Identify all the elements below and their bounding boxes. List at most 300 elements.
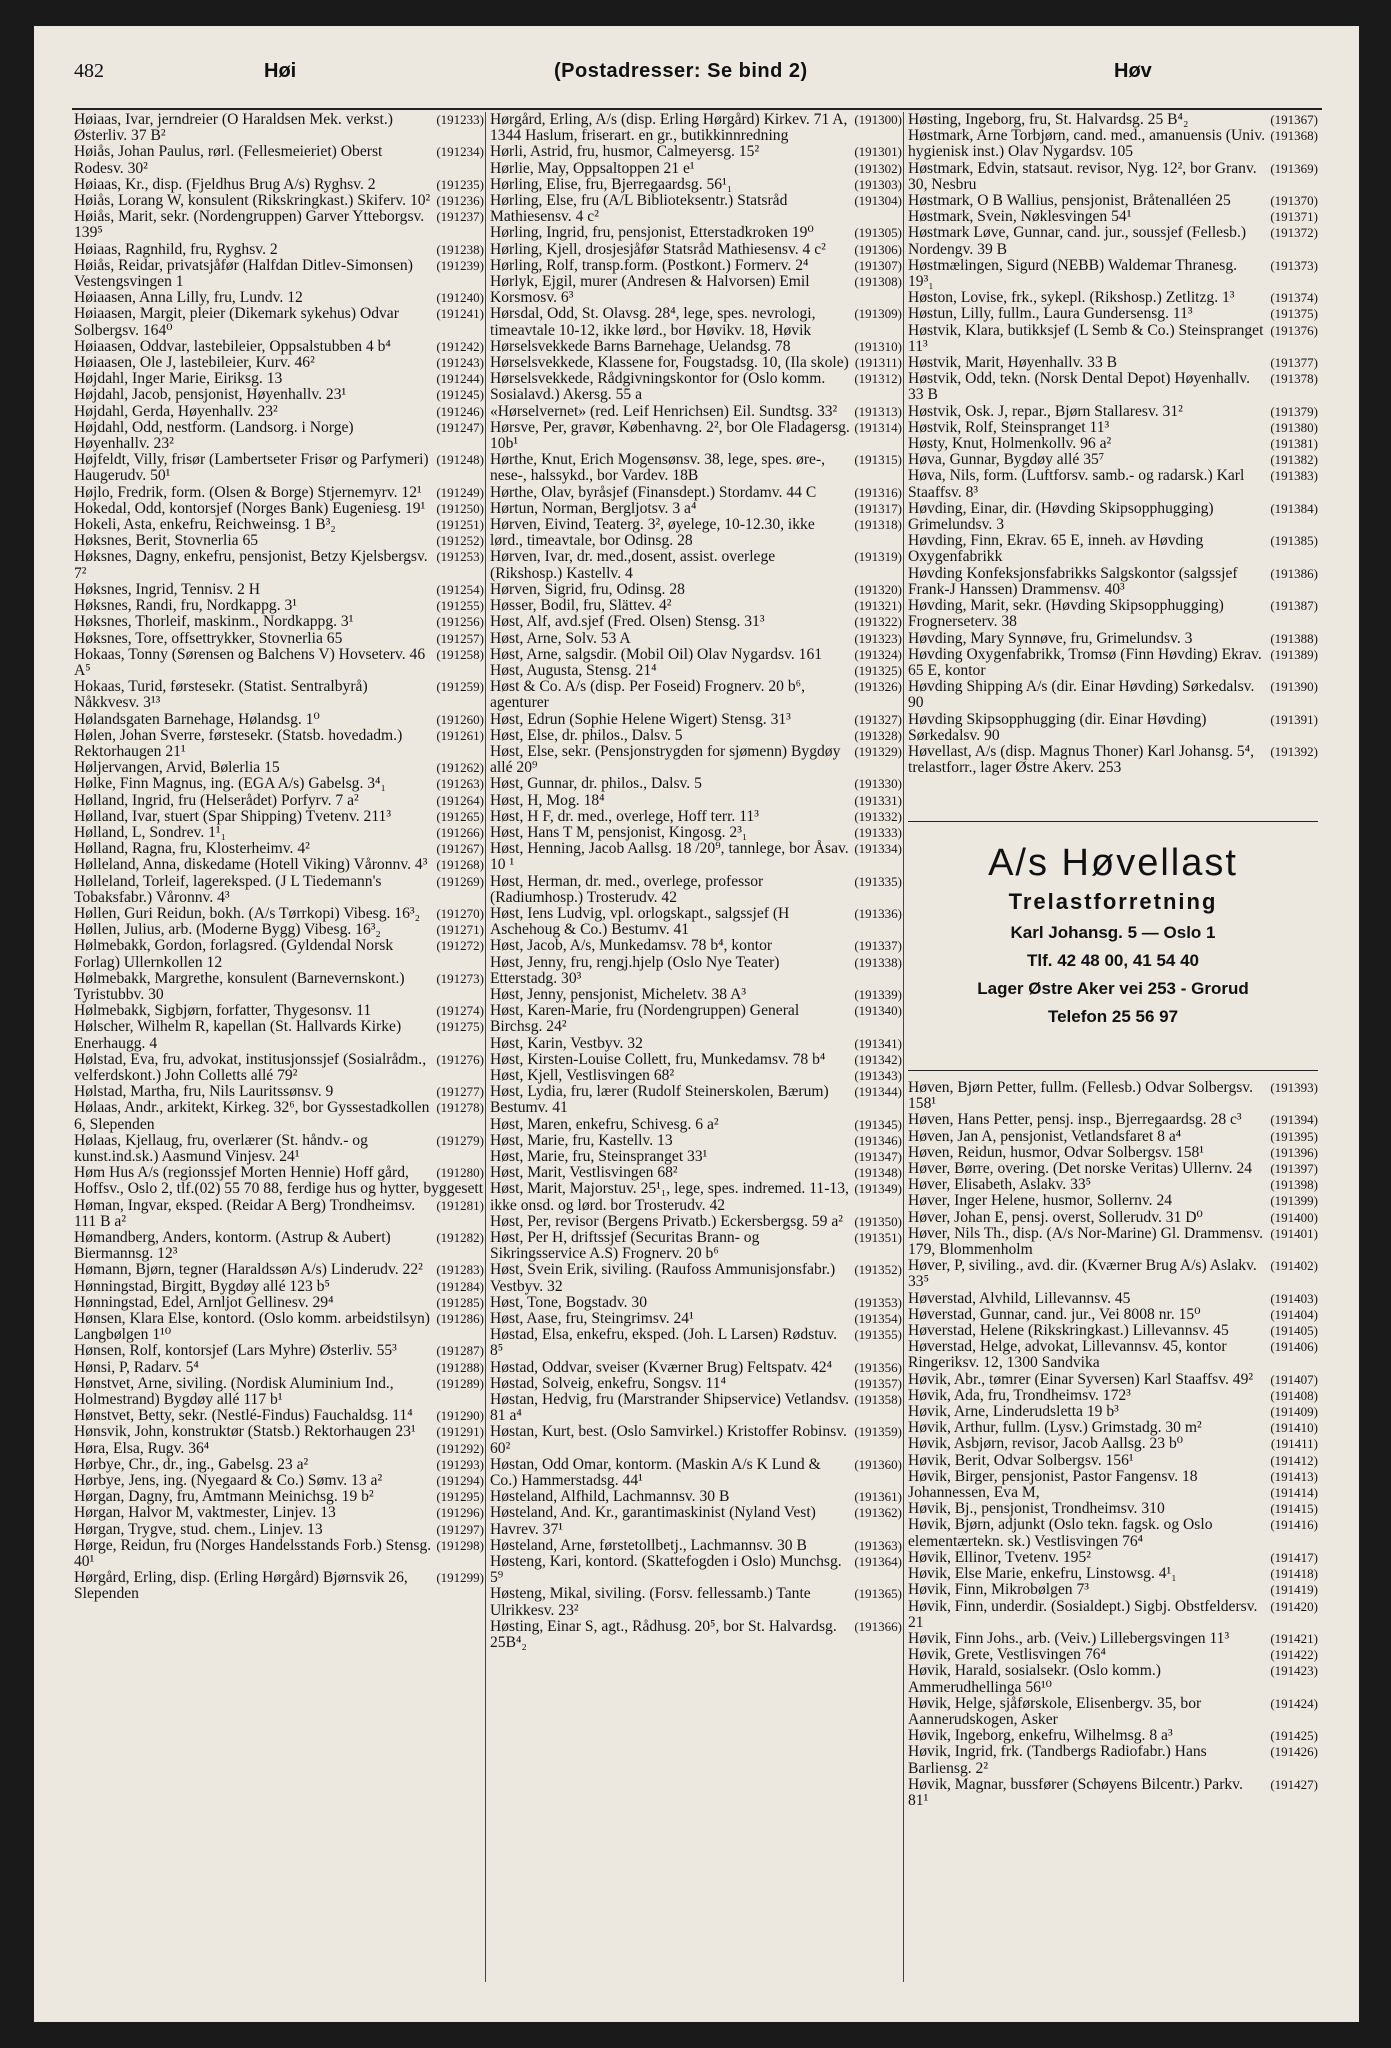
entry-phone-number: (191302) [854, 160, 902, 176]
entry-phone-number: (191240) [436, 290, 484, 306]
directory-entry [490, 1505, 902, 1537]
entry-text: Høvik, Bj., pensjonist, Trondheimsv. 310 [908, 1500, 1165, 1518]
entry-text: Hønsi, P, Radarv. 5⁴ [74, 1358, 199, 1376]
directory-entry [908, 533, 1318, 565]
entry-phone-number: (191293) [436, 1456, 484, 1472]
entry-text: Høver, P, siviling., avd. dir. (Kværner Brug A/s) Aslakv. 33⁵ [908, 1257, 1257, 1291]
entry-text: Hølmebakk, Gordon, forlagsred. (Gyldendal Norsk Forlag) Ullernkollen 12 [74, 937, 394, 971]
directory-entry [908, 1129, 1318, 1145]
entry-phone-number: (191363) [854, 1537, 902, 1553]
entry-text: Høstmælingen, Sigurd (NEBB) Waldemar Thranesg. 19³₁ [908, 256, 1238, 291]
entry-text: Hønsen, Rolf, kontorsjef (Lars Myhre) Østerliv. 55³ [74, 1342, 397, 1360]
entry-text: Høst, Jenny, fru, rengj.hjelp (Oslo Nye Teater) Etterstadg. 30³ [490, 953, 780, 987]
directory-entry [908, 1226, 1318, 1258]
entry-text: Høksnes, Ingrid, Tennisv. 2 H [74, 580, 261, 598]
directory-entry [490, 793, 902, 809]
entry-text: Høsting, Einar S, agt., Rådhusg. 20⁵, bor St. Halvardsg. 25B⁴₂ [490, 1617, 837, 1652]
entry-text: Høstvik, Rolf, Steinspranget 11³ [908, 418, 1110, 436]
entry-phone-number: (191295) [436, 1489, 484, 1505]
entry-phone-number: (191392) [1270, 743, 1318, 759]
entry-phone-number: (191238) [436, 241, 484, 257]
entry-phone-number: (191250) [436, 500, 484, 516]
entry-phone-number: (191367) [1270, 112, 1318, 127]
entry-phone-number: (191366) [854, 1618, 902, 1634]
entry-text: Høst, Herman, dr. med., overlege, professor (Radiumhosp.) Trosterudv. 42 [490, 872, 764, 906]
entry-phone-number: (191260) [436, 711, 484, 727]
entry-phone-number: (191397) [1270, 1161, 1318, 1177]
entry-text: Høston, Lovise, frk., sykepl. (Rikshosp.) Zetlitzg. 1³ [908, 289, 1235, 307]
entry-phone-number: (191319) [854, 549, 902, 565]
entry-phone-number: (191241) [436, 306, 484, 322]
directory-entry [490, 841, 902, 873]
entry-text: Høstad, Oddvar, sveiser (Kværner Brug) Feltspatv. 42⁴ [490, 1358, 833, 1376]
directory-entry [908, 420, 1318, 436]
entry-phone-number: (191372) [1270, 225, 1318, 241]
entry-phone-number: (191349) [854, 1181, 902, 1197]
entry-text: Hølmebakk, Margrethe, konsulent (Barnevernskont.) Tyristubbv. 30 [74, 969, 405, 1003]
entry-phone-number: (191401) [1270, 1225, 1318, 1241]
entry-phone-number: (191356) [854, 1359, 902, 1375]
header-right-keyword: Høv [1114, 60, 1152, 82]
entry-phone-number: (191236) [436, 193, 484, 209]
entry-text: Hørselsvekkede, Klassene for, Fougstadsg. 10, (Ila skole) [490, 354, 849, 372]
entry-phone-number: (191321) [854, 598, 902, 614]
entry-phone-number: (191247) [436, 419, 484, 435]
directory-entry [490, 1360, 902, 1376]
entry-text: Hørling, Ingrid, fru, pensjonist, Etterstadkroken 19⁰ [490, 224, 814, 242]
entry-text: Høvik, Finn, underdir. (Sosialdept.) Sigbj. Obstfeldersv. 21 [908, 1597, 1258, 1631]
entry-phone-number: (191306) [854, 241, 902, 257]
entry-phone-number: (191254) [436, 581, 484, 597]
entry-text: Høiaas, Ivar, jerndreier (O Haraldsen Mek. verkst.) Østerliv. 37 B² [74, 111, 393, 145]
entry-phone-number: (191390) [1270, 679, 1318, 695]
entry-phone-number: (191354) [854, 1311, 902, 1327]
directory-entry [908, 1307, 1318, 1323]
entry-text: Høvding Konfeksjonsfabrikks Salgskontor (salgssjef Frank-J Hanssen) Drammensv. 40³ [908, 564, 1238, 598]
entry-phone-number: (191304) [854, 193, 902, 209]
entry-phone-number: (191280) [436, 1165, 484, 1181]
directory-entry [908, 1112, 1318, 1128]
entry-phone-number: (191360) [854, 1456, 902, 1472]
entry-phone-number: (191384) [1270, 500, 1318, 516]
entry-phone-number: (191420) [1270, 1598, 1318, 1614]
header-rule [72, 108, 1322, 110]
directory-entry [490, 1457, 902, 1489]
entry-text: Hønstvet, Betty, sekr. (Nestlé-Findus) Fauchaldsg. 11⁴ [74, 1407, 413, 1425]
directory-entry [908, 1177, 1318, 1193]
entry-phone-number: (191410) [1270, 1420, 1318, 1436]
directory-entry [490, 1376, 902, 1392]
entry-text: Høstmark, Svein, Nøklesvingen 54¹ [908, 208, 1132, 226]
entry-text: Høstad, Solveig, enkefru, Songsv. 11⁴ [490, 1374, 726, 1392]
directory-entry [490, 1084, 902, 1116]
directory-entry [74, 1295, 484, 1311]
directory-entry [908, 1582, 1318, 1598]
directory-entry [490, 874, 902, 906]
entry-phone-number: (191281) [436, 1197, 484, 1213]
entry-text: Høverstad, Gunnar, cand. jur., Vei 8008 nr. 15⁰ [908, 1305, 1201, 1323]
entry-phone-number: (191335) [854, 873, 902, 889]
entry-text: Hørlyk, Ejgil, murer (Andresen & Halvorsen) Emil Korsmosv. 6³ [490, 273, 810, 307]
directory-entry [74, 1570, 484, 1602]
entry-text: Høiaasen, Anna Lilly, fru, Lundv. 12 [74, 289, 303, 307]
ad-storage: Lager Østre Aker vei 253 - Grorud [977, 979, 1249, 998]
entry-phone-number: (191279) [436, 1132, 484, 1148]
entry-text: Høst, H, Mog. 18⁴ [490, 791, 605, 809]
entry-phone-number: (191277) [436, 1084, 484, 1100]
directory-entry [74, 631, 484, 647]
entry-text: Høst, Edrun (Sophie Helene Wigert) Stensg. 31³ [490, 710, 791, 728]
directory-entry [74, 1343, 484, 1359]
entry-phone-number: (191256) [436, 614, 484, 630]
entry-text: Høstvik, Osk. J, repar., Bjørn Stallaresv. 31² [908, 402, 1183, 420]
entry-text: Hokeli, Asta, enkefru, Reichweinsg. 1 B³₂ [74, 516, 336, 534]
directory-entry [74, 1003, 484, 1019]
directory-entry [490, 1133, 902, 1149]
directory-entry [74, 1376, 484, 1408]
directory-entry [74, 112, 484, 144]
directory-entry [490, 598, 902, 614]
directory-entry [490, 1214, 902, 1230]
entry-phone-number: (191344) [854, 1084, 902, 1100]
entry-phone-number: (191303) [854, 176, 902, 192]
entry-phone-number: (191406) [1270, 1339, 1318, 1355]
entry-text: Høst, H F, dr. med., overlege, Hoff terr. 11³ [490, 807, 759, 825]
entry-phone-number: (191394) [1270, 1112, 1318, 1128]
entry-text: Høvik, Bjørn, adjunkt (Oslo tekn. fagsk. og Oslo elementærtekn. sk.) Vestlisvingen 76⁴ [908, 1516, 1213, 1550]
entry-phone-number: (191340) [854, 1003, 902, 1019]
entry-text: Høvik, Abr., tømrer (Einar Syversen) Karl Staaffsv. 49² [908, 1370, 1254, 1388]
directory-entry [74, 1311, 484, 1343]
entry-phone-number: (191252) [436, 533, 484, 549]
entry-phone-number: (191324) [854, 646, 902, 662]
entry-phone-number: (191291) [436, 1424, 484, 1440]
entry-phone-number: (191334) [854, 841, 902, 857]
entry-text: Høvik, Grete, Vestlisvingen 76⁴ [908, 1646, 1106, 1664]
entry-phone-number: (191251) [436, 517, 484, 533]
entry-text: Høverstad, Helene (Rikskringkast.) Lillevannsv. 45 [908, 1322, 1229, 1340]
directory-entry [74, 614, 484, 630]
entry-text: Høverstad, Helge, advokat, Lillevannsv. 45, kontor Ringeriksv. 12, 1300 Sandvika [908, 1338, 1227, 1372]
directory-entry [908, 1501, 1318, 1517]
directory-entry [908, 1323, 1318, 1339]
directory-entry [74, 1522, 484, 1538]
directory-entry [908, 1485, 1318, 1501]
entry-phone-number: (191414) [1270, 1485, 1318, 1501]
entry-phone-number: (191243) [436, 355, 484, 371]
ad-title: A/s Høvellast [988, 842, 1238, 884]
directory-entry [490, 1538, 902, 1554]
entry-text: Høst, Marit, Vestlisvingen 68² [490, 1164, 678, 1182]
directory-entry [74, 809, 484, 825]
entry-text: Hørsve, Per, gravør, Københavng. 2², bor Ole Fladagersg. 10b¹ [490, 418, 850, 453]
entry-text: Høvik, Ellinor, Tvetenv. 195² [908, 1548, 1091, 1566]
entry-text: Høsting, Ingeborg, fru, St. Halvardsg. 25 B⁴₂ [908, 111, 1189, 128]
directory-entry [908, 193, 1318, 209]
entry-phone-number: (191326) [854, 679, 902, 695]
directory-entry [490, 728, 902, 744]
directory-entry [74, 1100, 484, 1132]
directory-entry [908, 712, 1318, 744]
entry-text: Høksnes, Tore, offsettrykker, Stovnerlia 65 [74, 629, 343, 647]
directory-entry [74, 1473, 484, 1489]
entry-phone-number: (191407) [1270, 1371, 1318, 1387]
entry-phone-number: (191382) [1270, 452, 1318, 468]
entry-phone-number: (191255) [436, 598, 484, 614]
directory-entry [490, 582, 902, 598]
directory-entry [490, 355, 902, 371]
directory-entry [490, 1003, 902, 1035]
entry-text: Hørgård, Erling, A/s (disp. Erling Hørgård) Kirkev. 71 A, 1344 Haslum, friserart. en gr., butikkinnredning [490, 111, 848, 145]
directory-entry [908, 1469, 1318, 1485]
entry-phone-number: (191425) [1270, 1728, 1318, 1744]
directory-entry [908, 306, 1318, 322]
entry-text: Hørge, Reidun, fru (Norges Handelsstands Forb.) Stensg. 40¹ [74, 1536, 432, 1571]
entry-text: Høst, Kjell, Vestlisvingen 68² [490, 1066, 675, 1084]
directory-entry [908, 209, 1318, 225]
entry-text: Høvik, Berit, Odvar Solbergsv. 156¹ [908, 1451, 1134, 1469]
entry-text: Høstvik, Marit, Høyenhallv. 33 B [908, 354, 1118, 372]
column-divider [903, 112, 904, 1982]
entry-phone-number: (191345) [854, 1116, 902, 1132]
entry-phone-number: (191317) [854, 500, 902, 516]
entry-phone-number: (191389) [1270, 646, 1318, 662]
entry-text: Høsteland, Alfhild, Lachmannsv. 30 B [490, 1488, 730, 1506]
entry-text: Høst, Arne, Solv. 53 A [490, 629, 631, 647]
directory-entry [490, 112, 902, 144]
entry-text: Høst, Hans T M, pensjonist, Kingosg. 2³₁ [490, 823, 748, 841]
entry-text: Høljervangen, Arvid, Bølerlia 15 [74, 759, 280, 777]
entry-phone-number: (191365) [854, 1586, 902, 1602]
directory-entry [490, 744, 902, 776]
directory-entry [74, 1408, 484, 1424]
entry-phone-number: (191310) [854, 338, 902, 354]
entry-text: Høvding Shipping A/s (dir. Einar Høvding) Sørkedalsv. 90 [908, 678, 1255, 712]
directory-entry [908, 1663, 1318, 1695]
directory-entry [74, 679, 484, 711]
entry-text: Høvding, Marit, sekr. (Høvding Skipsopphugging) Frognerseterv. 38 [908, 597, 1224, 631]
entry-text: Høman, Ingvar, eksped. (Reidar A Berg) Trondheimsv. 111 B a² [74, 1196, 416, 1230]
directory-entry [908, 1647, 1318, 1663]
entry-text: Høsteland, Arne, førstetollbetj., Lachmannsv. 30 B [490, 1536, 807, 1554]
directory-entry [74, 598, 484, 614]
entry-text: Høvik, Ingeborg, enkefru, Wilhelmsg. 8 a³ [908, 1727, 1173, 1745]
entry-text: Hørli, Astrid, fru, husmor, Calmeyersg. 15² [490, 143, 760, 161]
entry-text: Højdahl, Jacob, pensjonist, Høyenhallv. 23¹ [74, 386, 347, 404]
entry-text: Hølstad, Martha, fru, Nils Lauritssønsv. 9 [74, 1083, 334, 1101]
entry-phone-number: (191361) [854, 1489, 902, 1505]
directory-entry [74, 760, 484, 776]
entry-phone-number: (191380) [1270, 419, 1318, 435]
entry-text: Hølandsgaten Barnehage, Hølandsg. 1⁰ [74, 710, 320, 728]
entry-text: Høsser, Bodil, fru, Slättev. 4² [490, 597, 672, 615]
directory-entry [74, 971, 484, 1003]
entry-text: Høva, Nils, form. (Luftforsv. samb.- og radarsk.) Karl Staaffsv. 8³ [908, 467, 1245, 501]
entry-phone-number: (191244) [436, 371, 484, 387]
entry-text: Hølland, Ragna, fru, Klosterheimv. 4² [74, 840, 310, 858]
entry-text: Hørling, Kjell, drosjesjåfør Statsråd Mathiesensv. 4 c² [490, 240, 826, 258]
entry-phone-number: (191385) [1270, 533, 1318, 549]
entry-text: Hømandberg, Anders, kontorm. (Astrup & Aubert) Biermannsg. 12³ [74, 1229, 391, 1263]
entry-text: Høst, Alf, avd.sjef (Fred. Olsen) Stensg. 31³ [490, 613, 765, 631]
entry-text: Hørling, Rolf, transp.form. (Postkont.) Formerv. 2⁴ [490, 256, 809, 274]
entry-text: Høver, Elisabeth, Aslakv. 33⁵ [908, 1176, 1092, 1194]
entry-phone-number: (191323) [854, 630, 902, 646]
entry-phone-number: (191371) [1270, 209, 1318, 225]
entry-text: Høstmark, Arne Torbjørn, cand. med., amanuensis (Univ. hygienisk inst.) Olav Nygardsv. 105 [908, 127, 1266, 161]
directory-entry [908, 1372, 1318, 1388]
entry-text: Høstmark, Edvin, statsaut. revisor, Nyg. 12², bor Granv. 30, Nesbru [908, 159, 1257, 193]
directory-entry [490, 193, 902, 225]
entry-text: Hørselsvekkede Barns Barnehage, Uelandsg. 78 [490, 337, 791, 355]
entry-phone-number: (191297) [436, 1521, 484, 1537]
entry-phone-number: (191387) [1270, 598, 1318, 614]
entry-phone-number: (191282) [436, 1230, 484, 1246]
entry-text: Høstun, Lilly, fullm., Laura Gundersensg. 11³ [908, 305, 1193, 323]
entry-text: Høiås, Marit, sekr. (Nordengruppen) Garver Ytteborgsv. 139⁵ [74, 208, 425, 242]
directory-entry [74, 355, 484, 371]
entry-phone-number: (191353) [854, 1294, 902, 1310]
entry-text: Høst, Svein Erik, siviling. (Raufoss Ammunisjonsfabr.) Vestbyv. 32 [490, 1261, 836, 1295]
entry-text: Hømann, Bjørn, tegner (Haraldssøn A/s) Linderudv. 22² [74, 1261, 423, 1279]
entry-text: Høst, Maren, enkefru, Schivesg. 6 a² [490, 1115, 719, 1133]
entry-text: Højdahl, Inger Marie, Eiriksg. 13 [74, 370, 283, 388]
entry-phone-number: (191271) [436, 922, 484, 938]
entry-text: Hølland, Ivar, stuert (Spar Shipping) Tvetenv. 211³ [74, 807, 392, 825]
entry-phone-number: (191376) [1270, 322, 1318, 338]
entry-phone-number: (191411) [1270, 1436, 1318, 1452]
entry-text: Hørbye, Chr., dr., ing., Gabelsg. 23 a² [74, 1455, 309, 1473]
directory-entry [908, 1258, 1318, 1290]
directory-entry [490, 144, 902, 160]
entry-text: Høvik, Arthur, fullm. (Lysv.) Grimstadg. 30 m² [908, 1419, 1202, 1437]
entry-text: Hønstvet, Arne, siviling. (Nordisk Aluminium Ind., Holmestrand) Bygdøy allé 117 b¹ [74, 1374, 394, 1409]
entry-text: Hørselsvekkede, Rådgivningskontor for (Oslo komm. Sosialavd.) Akersg. 55 a [490, 370, 826, 404]
entry-text: Hørven, Sigrid, fru, Odinsg. 28 [490, 580, 685, 598]
entry-phone-number: (191350) [854, 1213, 902, 1229]
entry-text: Høvding, Finn, Ekrav. 65 E, inneh. av Høvding Oxygenfabrikk [908, 532, 1204, 566]
directory-entry [908, 1420, 1318, 1436]
entry-phone-number: (191386) [1270, 565, 1318, 581]
entry-text: Hørven, Ivar, dr. med.,dosent, assist. overlege (Rikshosp.) Kastellv. 4 [490, 548, 776, 582]
entry-phone-number: (191234) [436, 144, 484, 160]
directory-entry [74, 793, 484, 809]
entry-phone-number: (191368) [1270, 128, 1318, 144]
entry-phone-number: (191245) [436, 387, 484, 403]
entry-text: Høstan, Kurt, best. (Oslo Samvirkel.) Kristoffer Robinsv. 60² [490, 1423, 847, 1457]
directory-entry [490, 809, 902, 825]
directory-entry [74, 647, 484, 679]
directory-entry [74, 1441, 484, 1457]
directory-entry [908, 1744, 1318, 1776]
directory-entry [490, 1052, 902, 1068]
entry-text: Hølaas, Andr., arkitekt, Kirkeg. 32⁶, bor Gyssestadkollen 6, Slependen [74, 1099, 430, 1133]
directory-entry [908, 501, 1318, 533]
entry-phone-number: (191328) [854, 727, 902, 743]
entry-text: Høvik, Finn Johs., arb. (Veiv.) Lillebergsvingen 11³ [908, 1629, 1230, 1647]
directory-entry [490, 1181, 902, 1213]
entry-text: Høst, Marie, fru, Kastellv. 13 [490, 1131, 673, 1149]
entry-phone-number: (191235) [436, 176, 484, 192]
entry-phone-number: (191331) [854, 792, 902, 808]
entry-phone-number: (191362) [854, 1505, 902, 1521]
entry-text: Høst, Gunnar, dr. philos., Dalsv. 5 [490, 775, 702, 793]
directory-entry [490, 1295, 902, 1311]
entry-phone-number: (191261) [436, 727, 484, 743]
entry-phone-number: (191343) [854, 1067, 902, 1083]
directory-entry [490, 485, 902, 501]
entry-phone-number: (191427) [1270, 1776, 1318, 1792]
entry-phone-number: (191239) [436, 257, 484, 273]
page-number: 482 [74, 60, 104, 82]
entry-phone-number: (191246) [436, 403, 484, 419]
entry-text: Høllen, Guri Reidun, bokh. (A/s Tørrkopi) Vibesg. 16³₂ [74, 904, 421, 922]
directory-entry [74, 1262, 484, 1278]
directory-entry [908, 1291, 1318, 1307]
entry-text: Høvding Oxygenfabrikk, Tromsø (Finn Høvding) Ekrav. 65 E, kontor [908, 645, 1262, 679]
entry-phone-number: (191242) [436, 338, 484, 354]
entry-phone-number: (191351) [854, 1230, 902, 1246]
directory-entry [490, 1262, 902, 1294]
entry-phone-number: (191315) [854, 452, 902, 468]
directory-entry [908, 225, 1318, 257]
entry-phone-number: (191292) [436, 1440, 484, 1456]
entry-text: Hørsdal, Odd, St. Olavsg. 28⁴, lege, spes. nevrologi, timeavtale 10-12, ikke lørd., bor Høvikv. 18, Høvik [490, 305, 816, 339]
entry-phone-number: (191396) [1270, 1144, 1318, 1160]
directory-entry [908, 631, 1318, 647]
entry-text: Hørgan, Trygve, stud. chem., Linjev. 13 [74, 1520, 323, 1538]
directory-entry [74, 517, 484, 533]
entry-phone-number: (191422) [1270, 1647, 1318, 1663]
entry-text: Hørgård, Erling, disp. (Erling Hørgård) Bjørnsvik 26, Slependen [74, 1569, 408, 1603]
directory-entry [74, 420, 484, 452]
entry-text: Hokaas, Tonny (Sørensen og Balchens V) Hovseterv. 46 A⁵ [74, 645, 426, 679]
entry-phone-number: (191330) [854, 776, 902, 792]
entry-text: Høst, Marie, fru, Steinspranget 33¹ [490, 1148, 708, 1165]
entry-text: Høst, Arne, salgsdir. (Mobil Oil) Olav Nygardsv. 161 [490, 645, 823, 663]
entry-text: Hønsvik, John, konstruktør (Statsb.) Rektorhaugen 23¹ [74, 1423, 416, 1441]
directory-entry [74, 712, 484, 728]
entry-text: Høst, Else, sekr. (Pensjonstrygden for sjømenn) Bygdøy allé 20⁹ [490, 742, 841, 777]
entry-phone-number: (191307) [854, 257, 902, 273]
directory-entry [490, 420, 902, 452]
directory-entry [490, 306, 902, 338]
header-center-note: (Postadresser: Se bind 2) [554, 60, 808, 82]
entry-phone-number: (191320) [854, 581, 902, 597]
ad-subtitle: Trelastforretning [1008, 889, 1218, 914]
directory-entry [74, 501, 484, 517]
entry-phone-number: (191272) [436, 938, 484, 954]
entry-text: Høven, Hans Petter, pensj. insp., Bjerregaardsg. 28 c³ [908, 1111, 1242, 1129]
entry-text: Høst & Co. A/s (disp. Per Foseid) Frognerv. 20 b⁶, agenturer [490, 678, 806, 712]
entry-text: «Hørselvernet» (red. Leif Henrichsen) Eil. Sundtsg. 33² [490, 402, 838, 420]
entry-phone-number: (191327) [854, 711, 902, 727]
directory-entry [74, 306, 484, 338]
directory-entry [490, 549, 902, 581]
entry-text: Høksnes, Berit, Stovnerlia 65 [74, 532, 259, 550]
entry-phone-number: (191400) [1270, 1209, 1318, 1225]
ad-address: Karl Johansg. 5 — Oslo 1 [1010, 923, 1216, 942]
directory-entry [74, 339, 484, 355]
directory-entry [490, 906, 902, 938]
entry-phone-number: (191237) [436, 209, 484, 225]
entry-text: Høst, Jenny, pensjonist, Micheletv. 38 A³ [490, 985, 747, 1003]
entry-phone-number: (191378) [1270, 371, 1318, 387]
directory-entry [74, 485, 484, 501]
entry-text: Høstmark, O B Wallius, pensjonist, Bråtenalléen 25 [908, 192, 1231, 210]
entry-text: Høstvik, Klara, butikksjef (L Semb & Co.) Steinspranget 11³ [908, 321, 1264, 355]
directory-entry [490, 258, 902, 274]
